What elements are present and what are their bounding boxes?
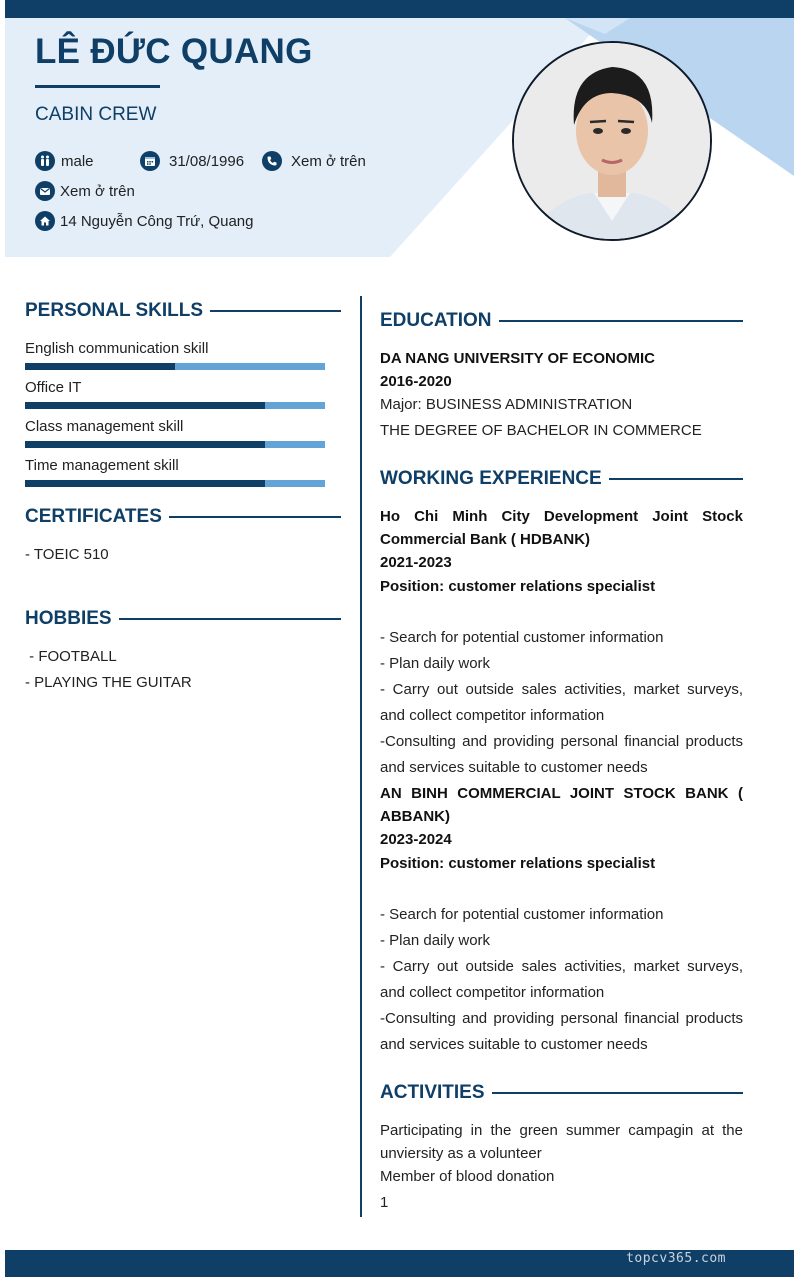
gender-info xyxy=(35,151,94,171)
phone-icon xyxy=(262,151,282,171)
activities-heading: ACTIVITIES xyxy=(380,1082,485,1103)
activity-item: 1 xyxy=(380,1194,389,1211)
hobby-item: - FOOTBALL xyxy=(25,648,117,665)
heading-rule xyxy=(169,516,341,518)
job-duty: - Search for potential customer information xyxy=(380,629,664,646)
candidate-name: LÊ ĐỨC QUANG xyxy=(35,32,313,71)
skill-bar-fill xyxy=(25,363,175,370)
skill-bar-fill xyxy=(25,402,265,409)
experience-heading: WORKING EXPERIENCE xyxy=(380,468,602,489)
bottom-bar xyxy=(5,1250,794,1277)
education-major: Major: BUSINESS ADMINISTRATION xyxy=(380,396,633,413)
section-title-education xyxy=(380,310,743,332)
education-heading: EDUCATION xyxy=(380,310,492,331)
personal-skills-heading: PERSONAL SKILLS xyxy=(25,300,204,321)
skill-bar xyxy=(25,363,325,370)
section-title-activities xyxy=(380,1082,743,1104)
job-duty: - Plan daily work xyxy=(380,932,491,949)
job-duty: - Carry out outside sales activities, market surveys, and collect competitor information xyxy=(380,681,743,724)
skill-name: English communication skill xyxy=(25,340,209,357)
skill-bar xyxy=(25,480,325,487)
email-info xyxy=(35,181,135,201)
skill-name: Class management skill xyxy=(25,418,184,435)
section-title-hobbies xyxy=(25,608,341,630)
education-school: DA NANG UNIVERSITY OF ECONOMIC xyxy=(380,350,656,367)
job-position: Position: customer relations specialist xyxy=(380,578,656,595)
job-years: 2023-2024 xyxy=(380,831,452,848)
certificate-item: - TOEIC 510 xyxy=(25,546,109,563)
education-degree: THE DEGREE OF BACHELOR IN COMMERCE xyxy=(380,422,702,439)
section-title-certificates xyxy=(25,506,341,528)
job-duty: - Carry out outside sales activities, market surveys, and collect competitor information xyxy=(380,958,743,1001)
job-duty: -Consulting and providing personal financial products and services suitable to customer needs xyxy=(380,733,743,776)
name-underline xyxy=(35,85,160,88)
skill-bar xyxy=(25,402,325,409)
skill-bar xyxy=(25,441,325,448)
watermark: topcv365.com xyxy=(626,1251,726,1266)
certificates-heading: CERTIFICATES xyxy=(25,506,162,527)
job-company: AN BINH COMMERCIAL JOINT STOCK BANK ( ABBANK) xyxy=(380,785,743,825)
calendar-icon xyxy=(140,151,160,171)
job-duty: -Consulting and providing personal financial products and services suitable to customer needs xyxy=(380,1010,743,1053)
email-icon xyxy=(35,181,55,201)
skill-bar-fill xyxy=(25,480,265,487)
skill-name: Office IT xyxy=(25,379,82,396)
activity-item: Participating in the green summer campagin at the unviersity as a volunteer xyxy=(380,1122,743,1162)
job-years: 2021-2023 xyxy=(380,554,452,571)
job-position: Position: customer relations specialist xyxy=(380,855,656,872)
dob-value: 31/08/1996 xyxy=(169,152,245,170)
email-value: Xem ở trên xyxy=(60,182,135,200)
activity-item: Member of blood donation xyxy=(380,1168,555,1185)
dob-info xyxy=(140,151,244,171)
section-title-working-experience xyxy=(380,468,743,490)
heading-rule xyxy=(210,310,341,312)
job-duty: - Plan daily work xyxy=(380,655,491,672)
job-title: CABIN CREW xyxy=(35,104,157,125)
heading-rule xyxy=(499,320,743,322)
phone-info xyxy=(262,151,366,171)
section-title-personal-skills xyxy=(25,300,341,322)
address-value: 14 Nguyễn Công Trứ, Quang xyxy=(60,212,254,230)
heading-rule xyxy=(609,478,743,480)
top-bar xyxy=(5,0,794,18)
heading-rule xyxy=(492,1092,743,1094)
education-years: 2016-2020 xyxy=(380,373,452,390)
heading-rule xyxy=(119,618,341,620)
gender-value: male xyxy=(61,152,94,170)
hobby-item: - PLAYING THE GUITAR xyxy=(25,674,192,691)
home-icon xyxy=(35,211,55,231)
job-company: Ho Chi Minh City Development Joint Stock Commercial Bank ( HDBANK) xyxy=(380,508,743,548)
skill-name: Time management skill xyxy=(25,457,179,474)
column-divider xyxy=(360,296,362,1217)
profile-photo xyxy=(512,41,712,241)
gender-icon xyxy=(35,151,55,171)
hobbies-heading: HOBBIES xyxy=(25,608,112,629)
skill-bar-fill xyxy=(25,441,265,448)
phone-value: Xem ở trên xyxy=(291,152,366,170)
address-info xyxy=(35,211,254,231)
job-duty: - Search for potential customer information xyxy=(380,906,664,923)
